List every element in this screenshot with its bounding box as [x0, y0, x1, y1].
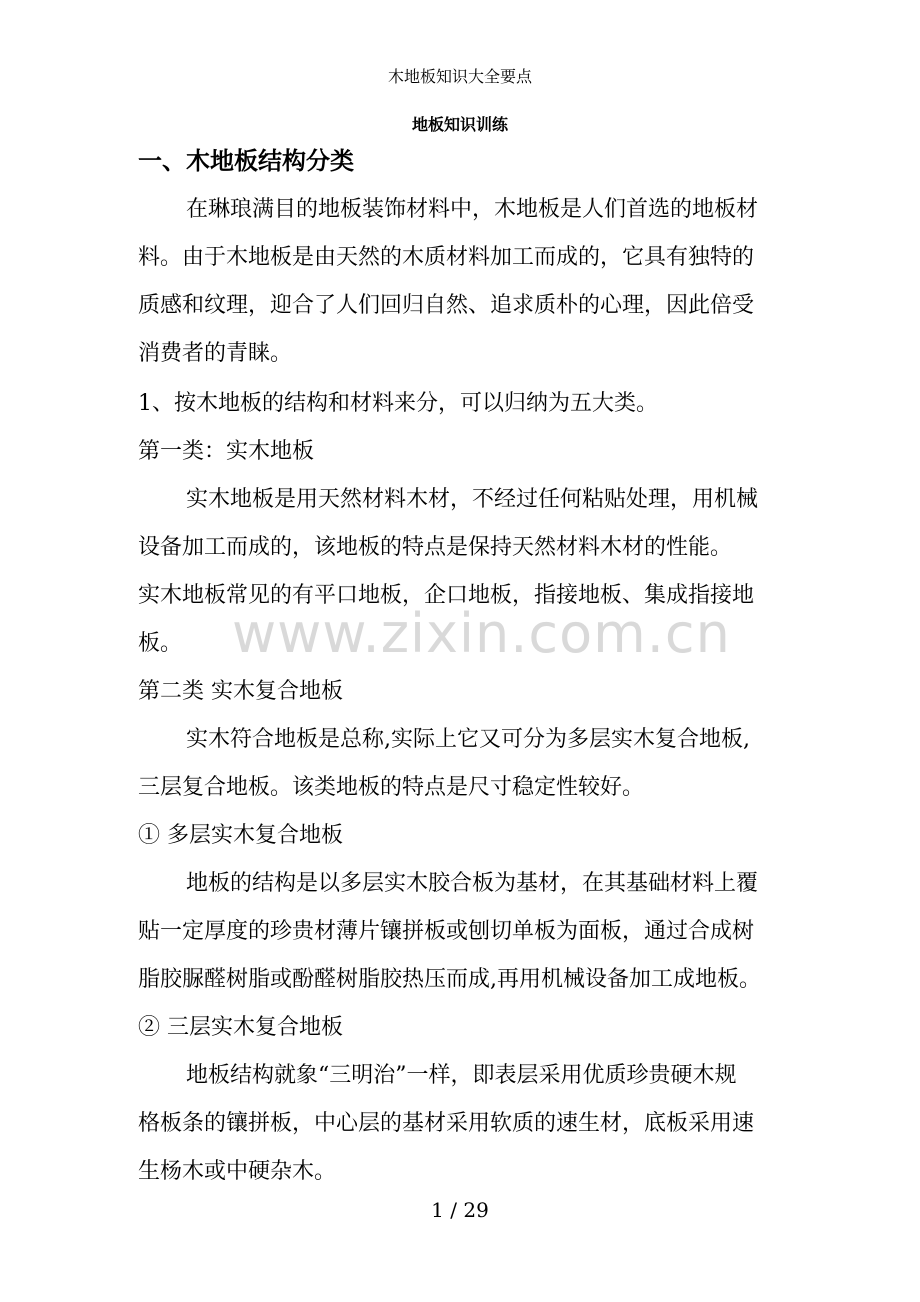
section-heading: 一、木地板结构分类 [138, 147, 354, 175]
subcategory-title: ② 三层实木复合地板 [138, 1015, 343, 1040]
paragraph-line: 地板结构就象“三明治”一样，即表层采用优质珍贵硬木规 [186, 1063, 737, 1088]
subcategory-title: ① 多层实木复合地板 [138, 823, 343, 848]
paragraph-line: 在琳琅满目的地板装饰材料中，木地板是人们首选的地板材 [186, 197, 759, 222]
paragraph-line: 地板的结构是以多层实木胶合板为基材，在其基础材料上覆 [186, 871, 759, 896]
paragraph-line: 消费者的青睐。 [138, 341, 293, 366]
paragraph-line: 脂胶脲醛树脂或酚醛树脂胶热压而成,再用机械设备加工成地板。 [138, 967, 761, 992]
paragraph-line: 格板条的镶拼板，中心层的基材采用软质的速生材，底板采用速 [138, 1111, 755, 1136]
category-title: 第二类 实木复合地板 [138, 679, 343, 704]
paragraph-line: 三层复合地板。该类地板的特点是尺寸稳定性较好。 [138, 775, 645, 800]
paragraph-line: 实木地板是用天然材料木材，不经过任何粘贴处理，用机械 [186, 487, 759, 512]
paragraph-line: 板。 [138, 631, 183, 656]
paragraph-engineered-wood [138, 716, 788, 860]
category-title: 第一类：实木地板 [138, 439, 315, 464]
paragraph-line: 设备加工而成的，该地板的特点是保持天然材料木材的性能。 [138, 535, 733, 560]
watermark: www.zixin.com.cn [232, 602, 731, 665]
paragraph-line: 质感和纹理，迎合了人们回归自然、追求质朴的心理，因此倍受 [138, 293, 755, 318]
paragraph-line: 料。由于木地板是由天然的木质材料加工而成的，它具有独特的 [138, 245, 755, 270]
page-number: 1 / 29 [431, 1198, 489, 1222]
paragraph-multilayer [138, 860, 788, 1052]
paragraph-line: 实木符合地板是总称,实际上它又可分为多层实木复合地板, [186, 727, 750, 752]
document-title: 地板知识训练 [411, 115, 508, 134]
paragraph-three-layer [138, 1052, 788, 1196]
classification-line: 1、按木地板的结构和材料来分，可以归纳为五大类。 [138, 391, 658, 416]
paragraph-line: 贴一定厚度的珍贵材薄片镶拼板或刨切单板为面板，通过合成树 [138, 919, 755, 944]
paragraph-line: 生杨木或中硬杂木。 [138, 1159, 337, 1184]
paragraph-intro [138, 186, 788, 378]
paragraph-solid-wood [138, 476, 788, 668]
category-title-block [138, 668, 788, 716]
classification-heading-block [138, 380, 788, 476]
paragraph-line: 实木地板常见的有平口地板，企口地板，指接地板、集成指接地 [138, 583, 755, 608]
header-title: 木地板知识大全要点 [387, 67, 532, 86]
